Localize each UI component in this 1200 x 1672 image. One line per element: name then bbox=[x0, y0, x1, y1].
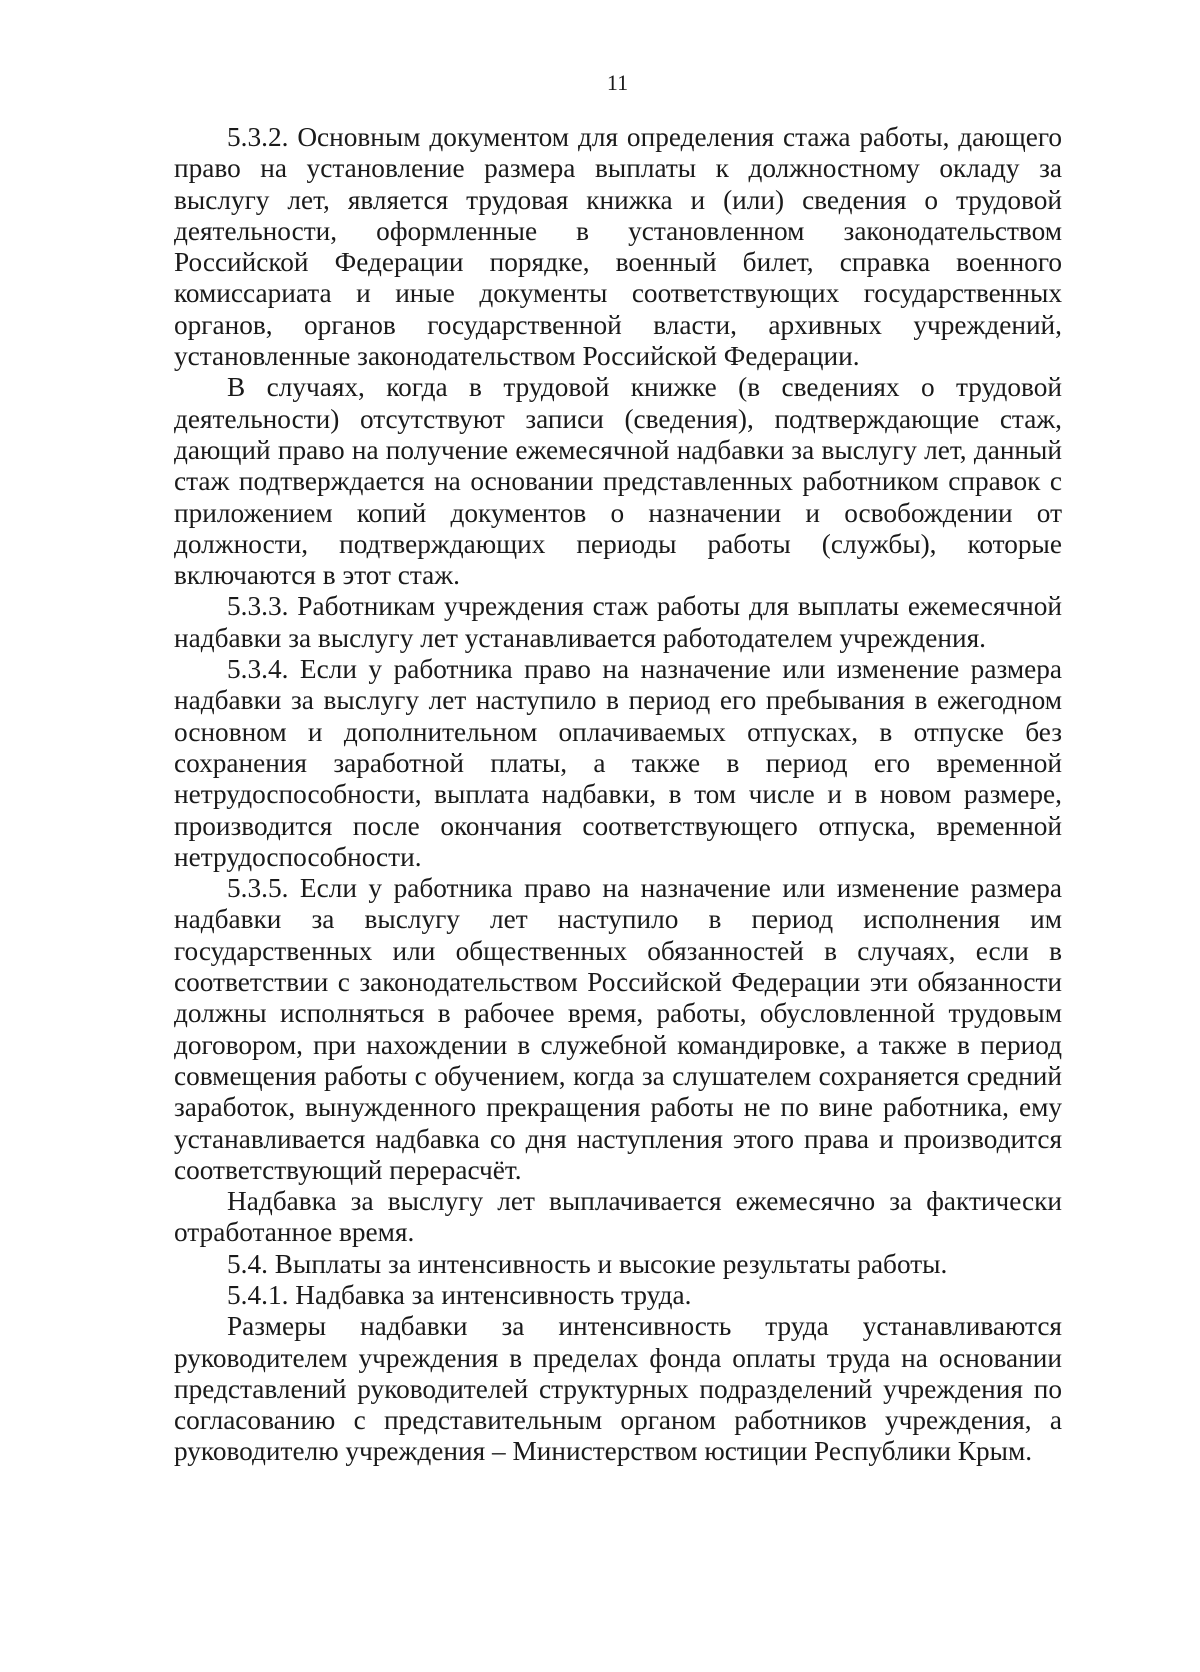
paragraph-intensity-amounts: Размеры надбавки за интенсивность труда устанавливаются руководителем учреждения в пределах фонда оплаты труда на основании представлений руководителей структурных подразделений учреждения по согласованию с представительным органом работников учреждения, а руководителю учреждения – Министерством юстиции Республики Крым. bbox=[174, 1311, 1062, 1467]
page-number: 11 bbox=[606, 70, 629, 95]
paragraph-5-3-3: 5.3.3. Работникам учреждения стаж работы для выплаты ежемесячной надбавки за выслугу лет устанавливается работодателем учреждения. bbox=[174, 591, 1062, 653]
paragraph-missing-records: В случаях, когда в трудовой книжке (в сведениях о трудовой деятельности) отсутствуют записи (сведения), подтверждающие стаж, дающий право на получение ежемесячной надбавки за выслугу лет, данный стаж подтверждается на основании представленных работником справок с приложением копий документов о назначении и освобождении от должности, подтверждающих периоды работы (службы), которые включаются в этот стаж. bbox=[174, 372, 1062, 591]
document-body bbox=[174, 122, 1062, 1468]
paragraph-5-3-4: 5.3.4. Если у работника право на назначение или изменение размера надбавки за выслугу лет наступило в период его пребывания в ежегодном основном и дополнительном оплачиваемых отпусках, в отпуске без сохранения заработной платы, а также в период его временной нетрудоспособности, выплата надбавки, в том числе и в новом размере, производится после окончания соответствующего отпуска, временной нетрудоспособности. bbox=[174, 654, 1062, 872]
paragraph-5-4-1-heading: 5.4.1. Надбавка за интенсивность труда. bbox=[227, 1279, 692, 1310]
paragraph-5-3-5: 5.3.5. Если у работника право на назначение или изменение размера надбавки за выслугу лет наступило в период исполнения им государственных или общественных обязанностей в случаях, если в соответствии с законодательством Российской Федерации эти обязанности должны исполняться в рабочее время, работы, обусловленной трудовым договором, при нахождении в служебной командировке, а также в период совмещения работы с обучением, когда за слушателем сохраняется средний заработок, вынужденного прекращения работы не по вине работника, ему устанавливается надбавка со дня наступления этого права и производится соответствующий перерасчёт. bbox=[174, 873, 1062, 1185]
paragraph-5-4-heading: 5.4. Выплаты за интенсивность и высокие результаты работы. bbox=[227, 1248, 948, 1279]
paragraph-5-3-2: 5.3.2. Основным документом для определения стажа работы, дающего право на установление размера выплаты к должностному окладу за выслугу лет, является трудовая книжка и (или) сведения о трудовой деятельности, оформленные в установленном законодательством Российской Федерации порядке, военный билет, справка военного комиссариата и иные документы соответствующих государственных органов, органов государственной власти, архивных учреждений, установленные законодательством Российской Федерации. bbox=[174, 122, 1062, 372]
paragraph-monthly-payment: Надбавка за выслугу лет выплачивается ежемесячно за фактически отработанное время. bbox=[174, 1186, 1062, 1248]
